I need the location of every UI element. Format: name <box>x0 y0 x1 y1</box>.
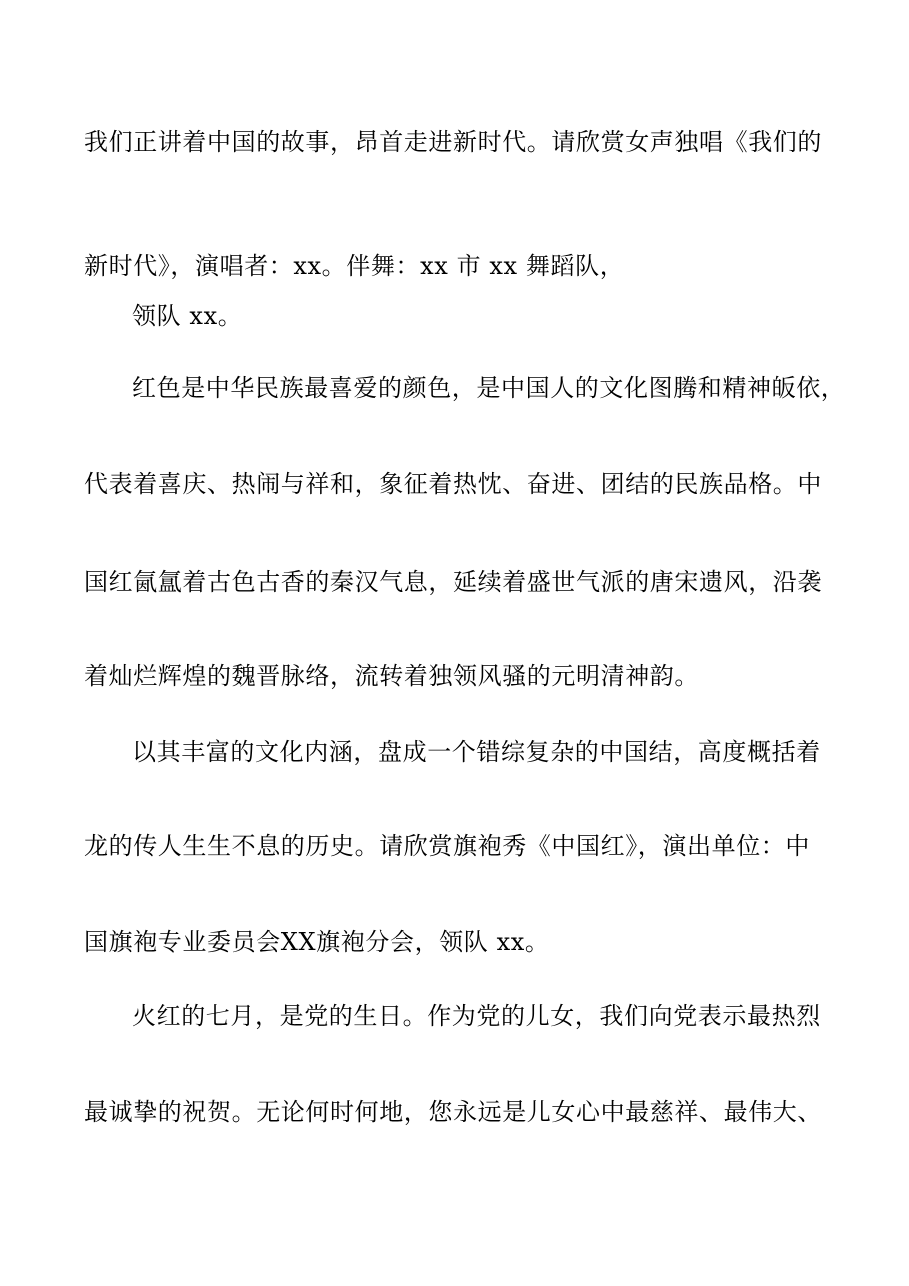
text-line-8: 以其丰富的文化内涵，盘成一个错综复杂的中国结，高度概括着 <box>132 738 821 766</box>
text-line-9: 龙的传人生生不息的历史。请欣赏旗袍秀《中国红》，演出单位：中 <box>84 832 810 860</box>
text-line-12: 最诚挚的祝贺。无论何时何地，您永远是儿女心中最慈祥、最伟大、 <box>84 1098 822 1126</box>
text-line-7: 着灿烂辉煌的魏晋脉络，流转着独领风骚的元明清神韵。 <box>84 662 699 690</box>
text-line-1: 我们正讲着中国的故事，昂首走进新时代。请欣赏女声独唱《我们的 <box>84 128 822 156</box>
text-line-6: 国红氤氲着古色古香的秦汉气息，延续着盛世气派的唐宋遗风，沿袭 <box>84 568 822 596</box>
text-line-2: 新时代》，演唱者：xx。伴舞：xx 市 xx 舞蹈队， <box>84 252 625 280</box>
text-line-10: 国旗袍专业委员会XX旗袍分会，领队 xx。 <box>84 928 550 956</box>
text-line-4: 红色是中华民族最喜爱的颜色，是中国人的文化图腾和精神皈依， <box>132 374 846 402</box>
text-line-5: 代表着喜庆、热闹与祥和，象征着热忱、奋进、团结的民族品格。中 <box>84 470 822 498</box>
text-line-3: 领队 xx。 <box>132 302 243 330</box>
text-line-11: 火红的七月，是党的生日。作为党的儿女，我们向党表示最热烈 <box>132 1002 821 1030</box>
